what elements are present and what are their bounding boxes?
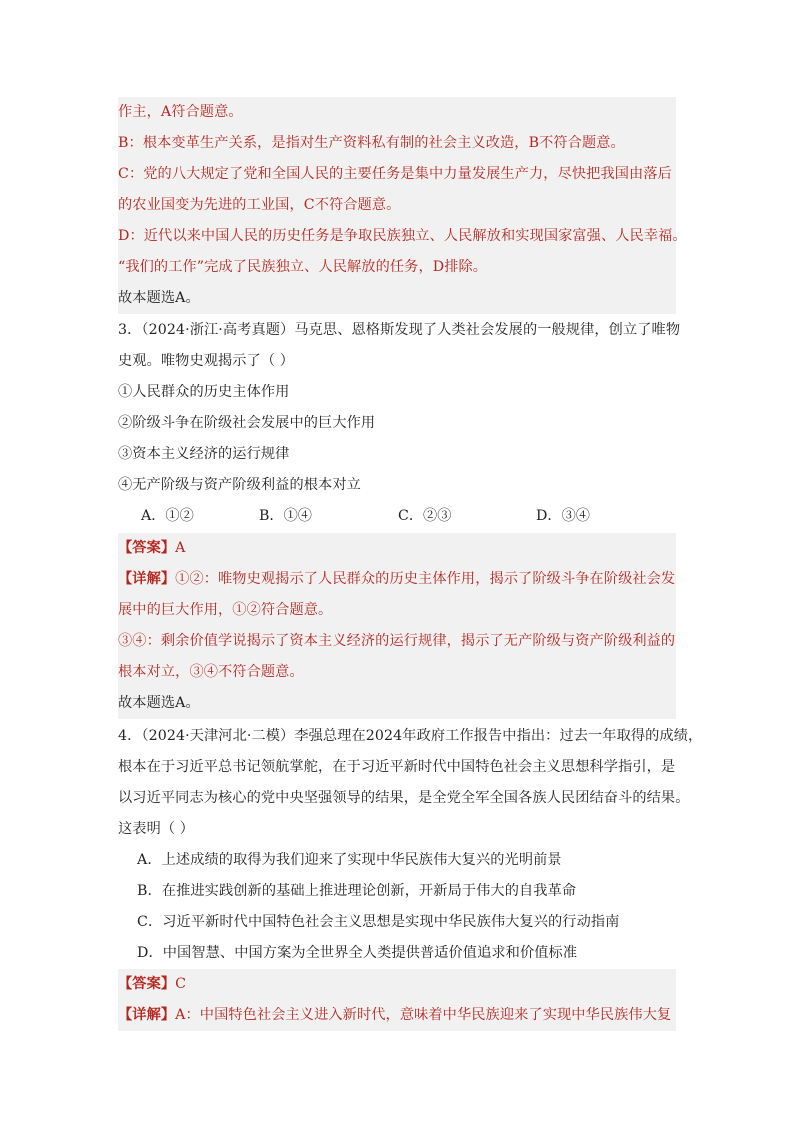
q3-detail-line-2: 展中的巨大作用，①②符合题意。 (118, 595, 676, 626)
prev-conclusion: 故本题选A。 (118, 283, 676, 314)
q4-stem-line-3: 以习近平同志为核心的党中央坚强领导的结果，是全党全军全国各族人民团结奋斗的结果。 (118, 790, 690, 806)
q3-detail-tag: 【详解】 (118, 571, 176, 587)
q3-stem-line-1: 3．（2024·浙江·高考真题）马克思、恩格斯发现了人类社会发展的一般规律，创立了唯物 (118, 322, 681, 338)
q3-option-c: C．②③ (398, 508, 452, 524)
q4-stem-line-4: 这表明（ ） (118, 821, 195, 837)
prev-explanation-line-1: 作主，A符合题意。 (118, 97, 676, 128)
q3-conclusion: 故本题选A。 (118, 688, 676, 719)
q4-stem-line-2: 根本在于习近平总书记领航掌舵，在于习近平新时代中国特色社会主义思想科学指引，是 (118, 759, 676, 775)
q3-option-a: A．①② (141, 508, 194, 524)
q4-option-c: C．习近平新时代中国特色社会主义思想是实现中华民族伟大复兴的行动指南 (137, 914, 620, 930)
q3-item-1: ①人民群众的历史主体作用 (118, 384, 290, 400)
q4-answer-tag: 【答案】 (118, 976, 176, 992)
q3-stem-line-2: 史观。唯物史观揭示了（ ） (118, 353, 295, 369)
q3-option-d: D．③④ (536, 508, 590, 524)
q3-item-3: ③资本主义经济的运行规律 (118, 446, 290, 462)
q4-option-d: D．中国智慧、中国方案为全世界全人类提供普适价值追求和价值标准 (137, 945, 578, 961)
q3-item-2: ②阶级斗争在阶级社会发展中的巨大作用 (118, 415, 376, 431)
q4-detail-text-1: A：中国特色社会主义进入新时代，意味着中华民族迎来了实现中华民族伟大复 (175, 1007, 672, 1023)
q4-option-b: B．在推进实践创新的基础上推进理论创新，开新局于伟大的自我革命 (137, 883, 577, 899)
q4-stem-line-1: 4．（2024·天津河北·二模）李强总理在2024年政府工作报告中指出：过去一年取得的成绩， (118, 728, 703, 744)
q3-answer-tag: 【答案】 (118, 540, 176, 556)
q3-answer-line (118, 533, 676, 564)
prev-explanation-line-4: 的农业国变为先进的工业国，C不符合题意。 (118, 190, 676, 221)
q4-option-a: A．上述成绩的取得为我们迎来了实现中华民族伟大复兴的光明前景 (137, 852, 562, 868)
q3-detail-text-1: ①②：唯物史观揭示了人民群众的历史主体作用，揭示了阶级斗争在阶级社会发 (175, 571, 676, 587)
q4-answer-line (118, 969, 676, 1000)
prev-explanation-line-5: D：近代以来中国人民的历史任务是争取民族独立、人民解放和实现国家富强、人民幸福。 (118, 221, 676, 252)
q3-detail-line-4: 根本对立，③④不符合题意。 (118, 657, 676, 688)
q4-detail-line-1 (118, 1000, 676, 1031)
prev-explanation-line-2: B：根本变革生产关系，是指对生产资料私有制的社会主义改造，B不符合题意。 (118, 128, 676, 159)
q3-answer-value: A (175, 540, 186, 556)
prev-explanation-line-6: “我们的工作”完成了民族独立、人民解放的任务，D排除。 (118, 252, 676, 283)
q3-detail-line-1 (118, 564, 676, 595)
q3-item-4: ④无产阶级与资产阶级利益的根本对立 (118, 477, 361, 493)
prev-explanation-line-3: C：党的八大规定了党和全国人民的主要任务是集中力量发展生产力，尽快把我国由落后 (118, 159, 676, 190)
q3-option-b: B．①④ (259, 508, 312, 524)
q4-answer-value: C (175, 976, 187, 992)
q4-detail-tag: 【详解】 (118, 1007, 176, 1023)
q3-detail-line-3: ③④：剩余价值学说揭示了资本主义经济的运行规律，揭示了无产阶级与资产阶级利益的 (118, 626, 676, 657)
